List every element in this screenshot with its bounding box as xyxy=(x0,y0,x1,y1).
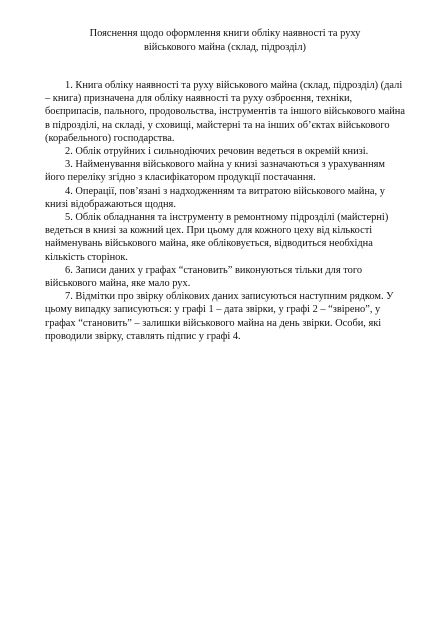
paragraph-6: 6. Записи даних у графах “становить” виконуються тільки для того військового майна, яке мало рух. xyxy=(45,264,363,290)
document-body xyxy=(45,79,405,343)
paragraph-3: 3. Найменування військового майна у книзі зазначаються з урахуванням його переліку згідно з класифікатором продукції постачання. xyxy=(45,159,385,184)
paragraph-2: 2. Облік отруйних і сильнодіючих речовин ведеться в окремій книзі. xyxy=(65,146,369,158)
title-line-1: Пояснення щодо оформлення книги обліку наявності та руху xyxy=(89,28,361,39)
paragraph-4: 4. Операції, пов’язані з надходженням та витратою військового майна, у книзі відображаються щодня. xyxy=(45,185,385,210)
paragraph-5: 5. Облік обладнання та інструменту в ремонтному підрозділі (майстерні) ведеться в книзі за кожний цех. При цьому для кожного цеху від кількості найменувань військового майна, яке обліковується, відводиться необхідна кількість сторінок. xyxy=(45,212,389,263)
paragraph-1: 1. Книга обліку наявності та руху військового майна (склад, підрозділ) (далі – книга) призначена для обліку наявності та руху озброєння, техніки, боєприпасів, пального, продовольства, інструментів та іншого військового майна в підрозділі, на складі, у сховищі, майстерні та на інших об’єктах військового (корабельного) господарства. xyxy=(45,80,405,144)
title-line-2: військового майна (склад, підрозділ) xyxy=(144,42,306,53)
paragraph-7: 7. Відмітки про звірку облікових даних записуються наступним рядком. У цьому випадку записуються: у графі 1 – дата звірки, у графі 2 – “звірено”, у графах “становить” – залишки військового майна на день звірки. Особи, які проводили звірку, ставлять підпис у графі 4. xyxy=(45,291,394,342)
document-title xyxy=(45,27,405,55)
